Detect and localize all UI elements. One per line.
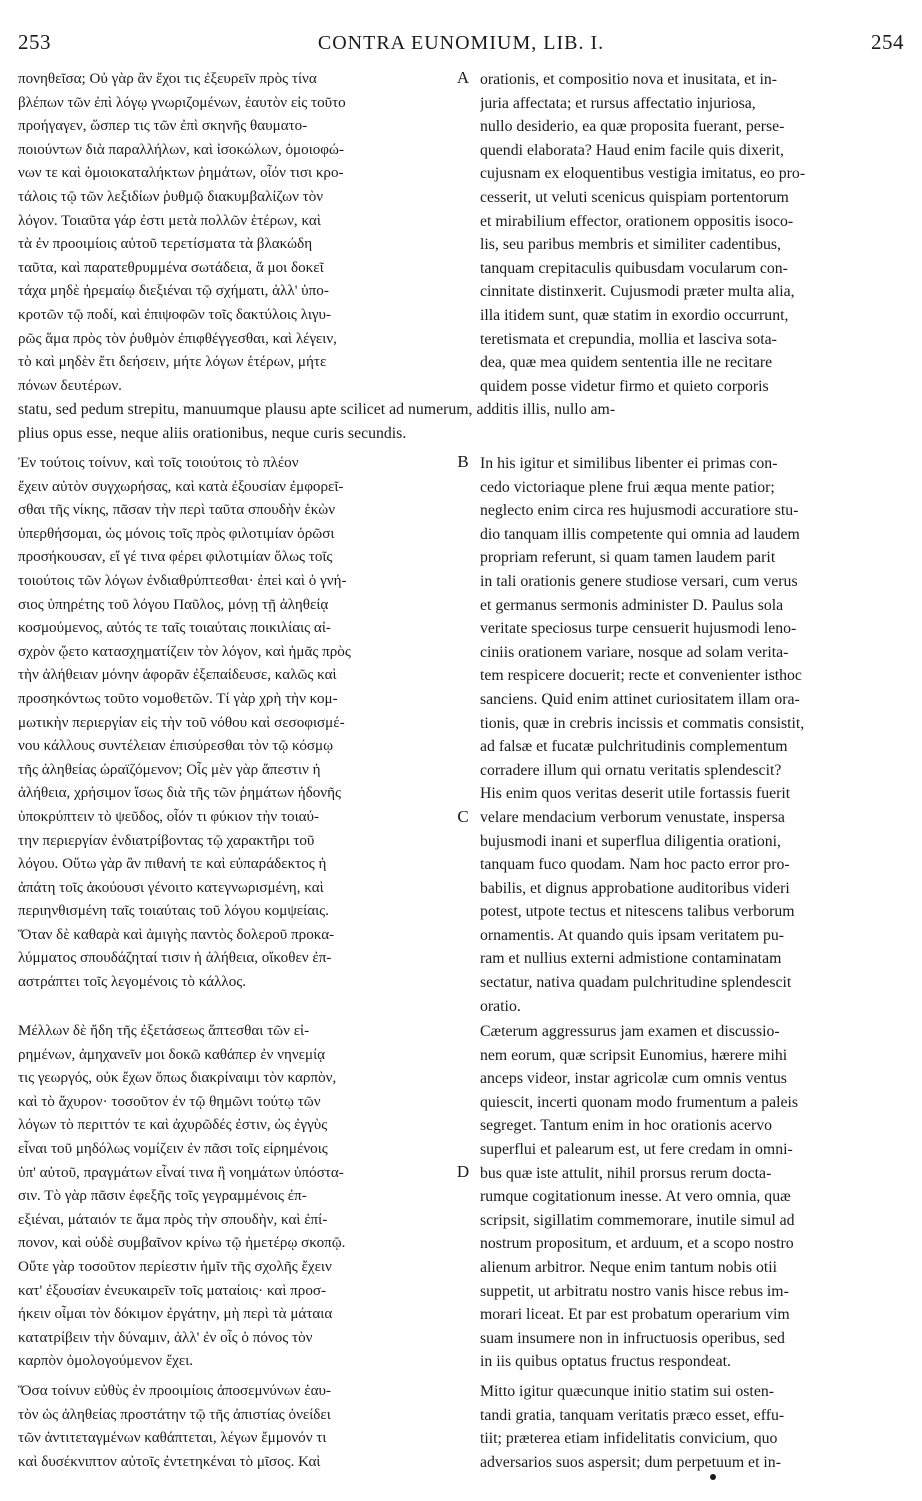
text-line: καὶ τὸ ἄχυρον· τοσοῦτον ἐν τῷ θημῶνι τούτῳ τῶν [18, 1093, 321, 1110]
text-line: bujusmodi inani et superflua diligentia orationi, [480, 832, 781, 850]
text-line: νου κάλλους συντέλειαν ἐπισύρεσθαι τὸν τῷ κόσμῳ [18, 738, 334, 755]
text-line: potest, utpote tectus et nitescens talibus verborum [480, 903, 795, 921]
text-line: oratio. [480, 997, 521, 1015]
text-line: cesserit, ut veluti scenicus quispiam portentorum [480, 188, 789, 206]
section-marker-a: A [456, 68, 470, 87]
text-line: ὑποκρύπτειν τὸ ψεῦδος, οἷόν τι φύκιον τὴν τοιαύ- [18, 808, 320, 825]
text-line: illa itidem sunt, quæ statim in exordio occurrunt, [480, 306, 789, 324]
text-line: His enim quos veritas deserit utile fortassis fuerit [480, 785, 791, 803]
text-line: νων τε καὶ ὁμοιοκαταλήκτων ῥημάτων, οἷόν τισι κρο- [18, 165, 344, 182]
text-line: rumque cogitationum inesse. At vero omnia, quæ [480, 1188, 791, 1206]
text-line: propriam referunt, si quam tamen laudem parit [480, 549, 776, 567]
text-line: tionis, quæ in crebris incissis et commatis consistit, [480, 714, 805, 732]
text-line: velare mendacium verborum venustate, inspersa [480, 808, 785, 826]
text-line: ποιούντων διὰ παραλλήλων, καὶ ἰσοκώλων, ὁμοιοφώ- [18, 141, 344, 158]
greek-column-block-1 [18, 68, 465, 398]
greek-column-block-2 [18, 452, 465, 995]
text-line: dea, quæ mea quidem sententia ille ne recitare [480, 354, 773, 372]
text-line: ἔχειν αὐτὸν συγχωρήσας, καὶ κατὰ ἐξουσίαν ἐμφορεῖ- [18, 478, 344, 495]
text-line: in tali orationis genere studiose versari, cum verus [480, 572, 798, 590]
text-line: cinnitate distinxerit. Cujusmodi præter multa alia, [480, 283, 795, 301]
text-line: μωτικὴν περιεργίαν εἰς τὴν τοῦ νόθου καὶ σεσοφισμέ- [18, 714, 345, 731]
latin-column-block-2 [480, 452, 905, 1018]
text-line: tiit; præterea etiam infidelitatis convicium, quo [480, 1430, 778, 1448]
text-line: κατ' ἐξουσίαν ἐνευκαιρεῖν τοῖς ματαίοις· καὶ προσ- [18, 1282, 327, 1299]
running-header [18, 30, 904, 58]
text-line: bus quæ iste attulit, nihil prorsus rerum docta- [480, 1164, 772, 1182]
text-line: λύμματος σπουδάζηταί τισιν ἡ ἀλήθεια, οἴκοθεν ἐπ- [18, 950, 332, 967]
text-line: ήκειν οἶμαι τὸν δόκιμον ἐργάτην, μὴ περὶ τὰ μάταια [18, 1306, 333, 1323]
text-line: dio tanquam illis competente qui omnia ad laudem [480, 525, 800, 543]
latin-column-block-4 [480, 1380, 905, 1474]
text-line: κοσμούμενος, αὐτός τε ταῖς τοιαύταις ποικιλίαις αἰ- [18, 620, 331, 637]
section-marker-d: D [456, 1162, 470, 1181]
text-line: veritate speciosus turpe censuerit hujusmodi leno- [480, 620, 797, 638]
text-line: teretismata et crepundia, mollia et lasciva sota- [480, 330, 777, 348]
text-line: λόγον. Τοιαῦτα γάρ ἐστι μετὰ πολλῶν ἑτέρων, καὶ [18, 212, 321, 229]
text-line: προήγαγεν, ὥσπερ τις τῶν ἐπὶ σκηνῆς θαυματο- [18, 118, 308, 135]
latin-fullwidth-continuation [18, 398, 906, 445]
text-line: tanquam crepitaculis quibusdam vocularum con- [480, 259, 788, 277]
text-line: tandi gratia, tanquam veritatis præco esset, effu- [480, 1406, 785, 1424]
text-line: σχρὸν ᾤετο κατασχηματίζειν τὸν λόγον, καὶ ἡμᾶς πρὸς [18, 643, 351, 660]
text-line: et mirabilium effector, orationem oppositis isoco- [480, 212, 794, 230]
text-line: Ἐν τούτοις τοίνυν, καὶ τοῖς τοιούτοις τὸ πλέον [18, 455, 299, 471]
text-line: την περιεργίαν ἐνδιατρίβοντας τῷ χαρακτῆρι τοῦ [18, 832, 315, 849]
text-line: ἀλήθεια, χρήσιμον ἴσως διὰ τῆς τῶν ῥημάτων ἡδονῆς [18, 785, 341, 802]
page-number-right: 254 [871, 30, 904, 54]
text-line: statu, sed pedum strepitu, manuumque plausu apte scilicet ad numerum, additis illis, nullo am- [18, 401, 616, 418]
text-line: nullo desiderio, ea quæ proposita fuerant, perse- [480, 118, 785, 136]
text-line: In his igitur et similibus libenter ei primas con- [480, 455, 778, 472]
text-line: Οὔτε γὰρ τοσοῦτον περίεστιν ἡμῖν τῆς σχολῆς ἔχειν [18, 1258, 332, 1275]
text-line: et germanus sermonis administer D. Paulus sola [480, 596, 784, 614]
text-line: quidem posse videtur firmo et quieto corporis [480, 377, 769, 395]
text-line: scripsit, sigillatim commemorare, inutile simul ad [480, 1211, 795, 1229]
text-line: quiescit, incerti quonam modo frumentum a paleis [480, 1093, 799, 1111]
text-line: corradere illum qui ornatu veritatis splendescit? [480, 761, 782, 779]
text-line: juria affectata; et rursus affectatio injuriosa, [480, 94, 756, 112]
text-line: neglecto enim circa res hujusmodi accuratiore stu- [480, 502, 799, 520]
section-marker-c: C [457, 807, 469, 826]
text-line: ram et nullius externi admistione contaminatam [480, 950, 782, 968]
text-line: τάλοις τῷ τῶν λεξιδίων ῥυθμῷ διακυμβαλίζων τὸν [18, 188, 324, 205]
text-line: τοιούτοις τῶν λόγων ἐνδιαθρύπτεσθαι· ἐπεὶ καὶ ὁ γνή- [18, 572, 347, 589]
text-line: cedo victoriaque plene frui æqua mente patior; [480, 478, 775, 496]
text-line: πονον, καὶ οὐδὲ συμβαῖνον κρίνω τῷ ἡμετέρῳ σκοπῷ. [18, 1235, 346, 1252]
text-line: τὸν ὡς ἀληθείας προστάτην τῷ τῆς ἀπιστίας ὀνείδει [18, 1406, 331, 1423]
text-line: καρπὸν ὁμολογούμενον ἔχει. [18, 1353, 194, 1370]
text-line: περιηνθισμένη ταῖς τοιαύταις τοῦ λόγου κομψείαις. [18, 903, 329, 920]
text-line: sanciens. Quid enim attinet curiositatem illam ora- [480, 690, 800, 708]
text-line: in iis quibus optatus fructus respondeat. [480, 1353, 731, 1371]
running-title: CONTRA EUNOMIUM, LIB. I. [317, 32, 605, 54]
text-line: ὑπ' αὐτοῦ, πραγμάτων εἶναί τινα ἢ νοημάτων ὑπόστα- [18, 1164, 344, 1181]
text-line: tem respicere docuerit; recte et convenienter isthoc [480, 667, 802, 685]
latin-column-block-3 [480, 1020, 905, 1374]
text-line: anceps videor, instar agricolæ cum omnis ventus [480, 1070, 787, 1088]
text-line: ciniis orationem variare, nosque ad solam verita- [480, 643, 789, 661]
text-line: Mitto igitur quæcunque initio statim sui osten- [480, 1383, 774, 1400]
text-line: ρημένων, ἀμηχανεῖν μοι δοκῶ καθάπερ ἐν νηνεμίᾳ [18, 1046, 326, 1063]
text-line: πόνων δευτέρων. [18, 377, 122, 394]
page-number-left: 253 [18, 30, 51, 54]
text-line: τις γεωργός, οὐκ ἔχων ὅπως διακρίναιμι τὸν καρπὸν, [18, 1070, 337, 1087]
text-line: orationis, et compositio nova et inusitata, et in- [480, 71, 778, 88]
text-line: quendi elaborata? Haud enim facile quis dixerit, [480, 141, 784, 159]
text-line: Ὅταν δὲ καθαρὰ καὶ ἀμιγὴς παντὸς δολεροῦ προκα- [18, 926, 335, 943]
text-line: κροτῶν τῷ ποδί, καὶ ἐπιψοφῶν τοῖς δακτύλοις λιγυ- [18, 306, 332, 323]
text-line: εξιέναι, μάταιόν τε ἅμα πρὸς τὴν σπουδὴν, καὶ ἐπί- [18, 1211, 328, 1228]
text-line: ὑπερθήσομαι, ὡς μόνοις τοῖς πρὸς φιλοτιμίαν ὁρῶσι [18, 525, 335, 542]
text-line: καὶ δυσέκνιπτον αὐτοῖς ἐντετηκέναι τὸ μῖσος. Καὶ [18, 1453, 321, 1470]
text-line: λόγων τὸ περιττόν τε καὶ ἀχυρῶδές ἐστιν, ὡς ἐγγὺς [18, 1117, 328, 1134]
text-line: σθαι τῆς νίκης, πᾶσαν τὴν περὶ ταῦτα σπουδὴν ἑκὼν [18, 502, 336, 519]
text-line: nem eorum, quæ scripsit Eunomius, hærere mihi [480, 1046, 788, 1064]
section-marker-b: B [457, 452, 469, 471]
text-line: αστράπτει τοῖς λεγομένοις τὸ κάλλος. [18, 974, 247, 991]
text-line: βλέπων τῶν ἐπὶ λόγῳ γνωριζομένων, ἑαυτὸν εἰς τοῦτο [18, 94, 346, 111]
text-line: ρῶς ἅμα πρὸς τὸν ῥυθμὸν ἐπιφθέγγεσθαι, καὶ λέγειν, [18, 330, 337, 347]
text-line: segreget. Tantum enim in hoc orationis acervo [480, 1117, 773, 1135]
text-line: Ὅσα τοίνυν εὐθὺς ἐν προοιμίοις ἀποσεμνύνων ἑαυ- [18, 1383, 332, 1399]
latin-column-block-1 [480, 68, 905, 398]
text-line: superflui et palearum est, ut fere credam in omni- [480, 1140, 793, 1158]
text-line: τὸ καὶ μηδὲν ἔτι δεήσειν, μήτε λόγων ἑτέρων, μήτε [18, 354, 327, 371]
text-line: morari liceat. Et par est probatum operarium vim [480, 1306, 790, 1324]
text-line: τῶν ἀντιτεταγμένων καθάπτεται, λέγων ἔμμονόν τι [18, 1430, 327, 1447]
text-line: τὴν ἀλήθειαν μόνην ἀφορᾶν ἐξεπαίδευσε, καλῶς καὶ [18, 667, 337, 684]
ink-dot [710, 1474, 716, 1480]
text-line: sectatur, nativa quadam pulchritudine splendescit [480, 974, 792, 992]
text-line: plius opus esse, neque aliis orationibus, neque curis secundis. [18, 424, 407, 442]
text-line: τῆς ἀληθείας ὡραϊζόμενον; Οἷς μὲν γὰρ ἄπεστιν ἡ [18, 761, 321, 778]
text-line: ad falsæ et fucatæ pulchritudinis complementum [480, 738, 788, 756]
text-line: babilis, et dignus approbatione auditoribus videri [480, 879, 790, 897]
text-line: tanquam fuco quodam. Nam hoc pacto error pro- [480, 856, 790, 874]
greek-column-block-4 [18, 1380, 465, 1474]
text-line: nostrum propositum, et arduum, et a scopo nostro [480, 1235, 794, 1253]
text-line: κατατρίβειν τὴν δύναμιν, ἀλλ' ἐν οἷς ὁ πόνος τὸν [18, 1329, 313, 1346]
text-line: ἀπάτη τοῖς ἀκούουσι γένοιτο κατεγνωρισμένη, καὶ [18, 879, 324, 896]
text-line: προσηκόντως τοῦτο νομοθετῶν. Τί γὰρ χρὴ τὴν κομ- [18, 690, 338, 707]
text-line: ornamentis. At quando quis ipsam veritatem pu- [480, 926, 785, 944]
text-line: suppetit, ut arbitratu nostro vanis hisce rebus im- [480, 1282, 789, 1300]
text-line: τάχα μηδὲ ἠρεμαίῳ διεξιέναι τῷ σχήματι, ἀλλ' ὑπο- [18, 283, 329, 300]
text-line: lis, seu paribus membris et similiter cadentibus, [480, 236, 781, 254]
text-line: πονηθεῖσα; Οὐ γὰρ ἂν ἔχοι τις ἐξευρεῖν πρὸς τίνα [18, 71, 317, 87]
greek-column-block-3 [18, 1020, 465, 1374]
text-line: τὰ ἐν προοιμίοις αὐτοῦ τερετίσματα τὰ βλακώδη [18, 236, 313, 253]
text-line: cujusnam ex eloquentibus vestigia imitatus, eo pro- [480, 165, 806, 183]
text-line: εἶναι τοῦ μηδόλως νομίζειν ἐν πᾶσι τοῖς εἰρημένοις [18, 1140, 328, 1157]
text-line: σιν. Τὸ γὰρ πᾶσιν ἐφεξῆς τοῖς γεγραμμένοις ἐπ- [18, 1188, 307, 1205]
text-line: adversarios suos aspersit; dum perpetuum et in- [480, 1453, 781, 1471]
text-line: σιος ὑπηρέτης τοῦ λόγου Παῦλος, μόνῃ τῇ ἀληθείᾳ [18, 596, 329, 613]
text-line: alienum arbitror. Neque enim tantum nobis otii [480, 1258, 778, 1276]
text-line: Cæterum aggressurus jam examen et discussio- [480, 1023, 780, 1040]
text-line: προσήκουσαν, εἴ γέ τινα φέρει φιλοτιμίαν ὅλως τοῖς [18, 549, 333, 566]
text-line: ταῦτα, καὶ παρατεθρυμμένα σωτάδεια, ἅ μοι δοκεῖ [18, 259, 324, 276]
text-line: Μέλλων δὲ ἤδη τῆς ἐξετάσεως ἅπτεσθαι τῶν εἰ- [18, 1023, 310, 1039]
text-line: suam insumere non in infructuosis operibus, sed [480, 1329, 785, 1347]
text-line: λόγου. Οὕτω γὰρ ἂν πιθανή τε καὶ εὐπαράδεκτος ἡ [18, 856, 327, 873]
